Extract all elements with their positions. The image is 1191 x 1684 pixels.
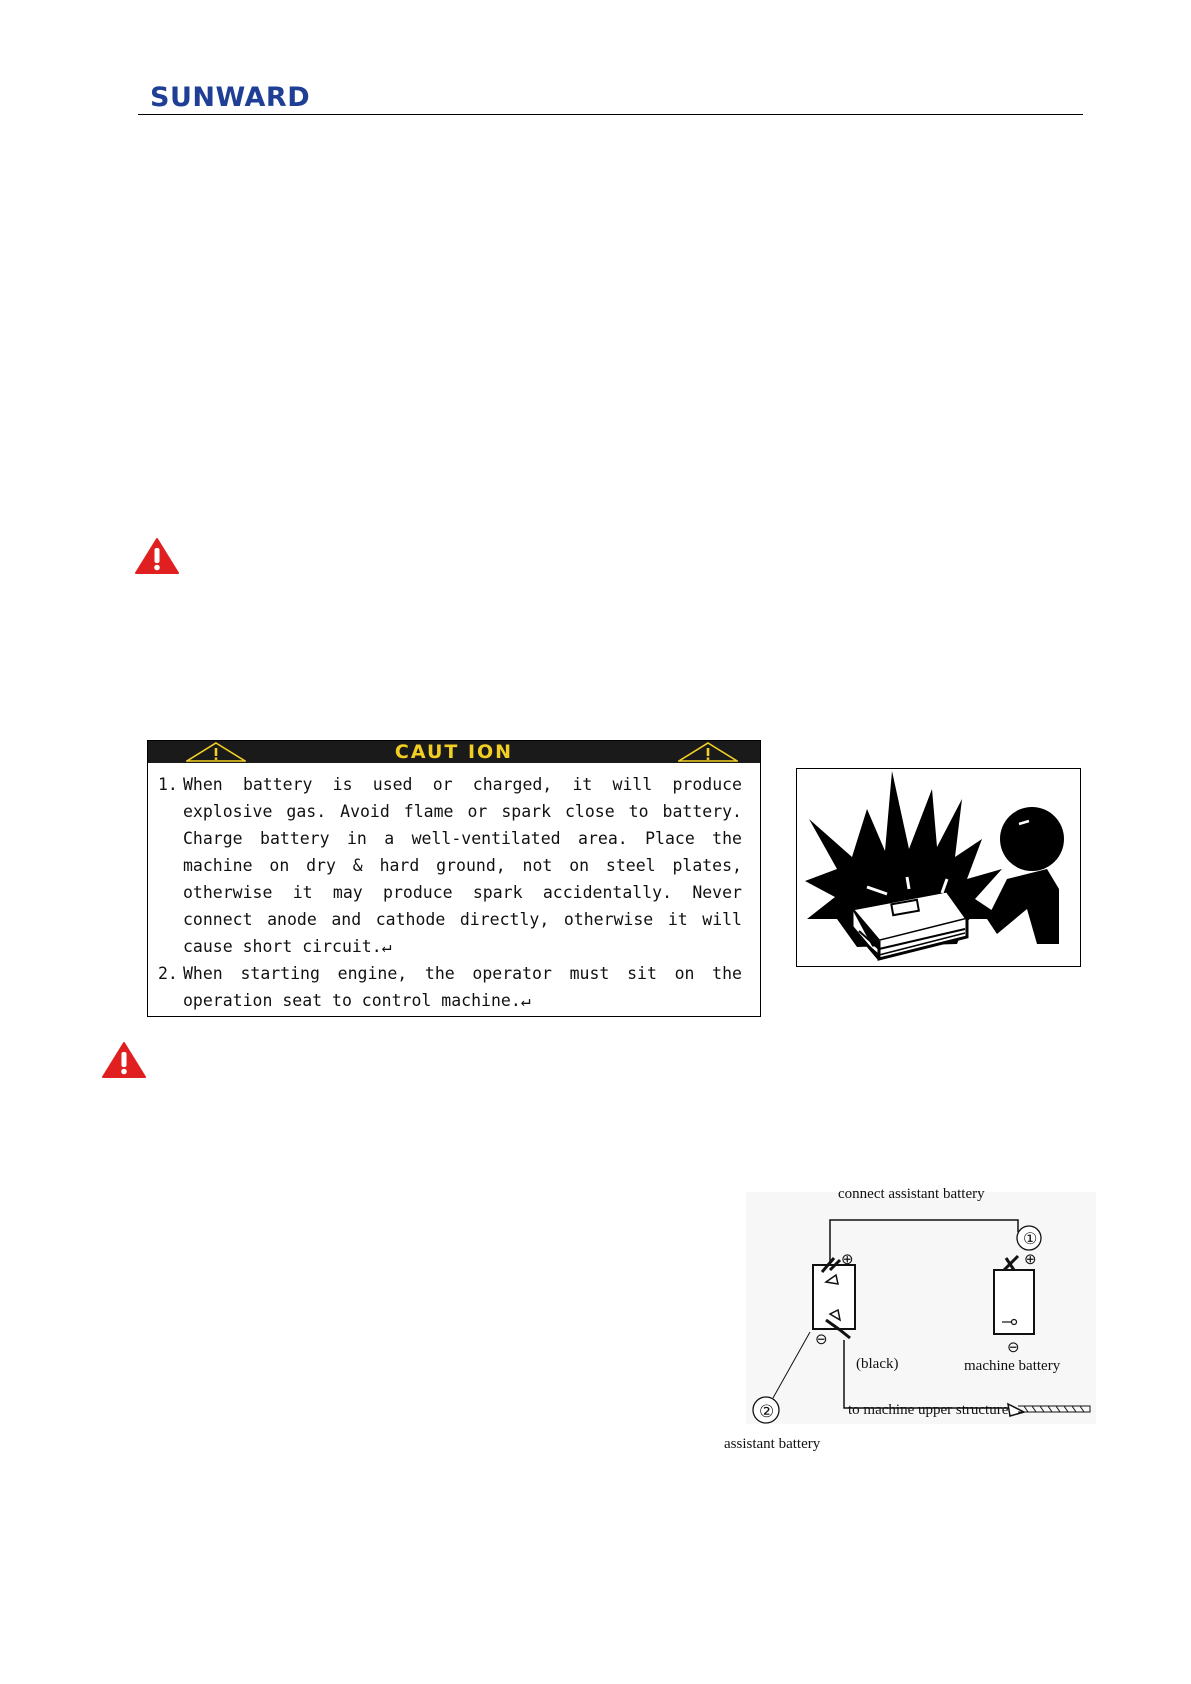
caution-item [158, 960, 742, 1014]
explosion-icon [797, 769, 1080, 966]
marker-1: ① [1023, 1231, 1038, 1248]
caution-triangle-icon [678, 742, 738, 762]
minus-terminal-symbol: ⊖ [1007, 1340, 1020, 1356]
caution-item-text: When starting engine, the operator must sit on the operation seat to control machine.↵ [183, 964, 742, 1010]
caution-panel [147, 740, 761, 1017]
label-machine-battery: machine battery [964, 1358, 1061, 1374]
caution-item [158, 771, 742, 960]
plus-terminal-symbol: ⊕ [841, 1252, 854, 1268]
caution-item-text: When battery is used or charged, it will produce explosive gas. Avoid flame or spark close to battery. Charge battery in a well-ventilated area. Place the machine on dry & hard ground, not on steel plates, otherwise it may produce spark accidentally. Never connect anode and cathode directly, otherwise it will cause short circuit.↵ [183, 775, 742, 956]
marker-2: ② [759, 1402, 775, 1421]
warning-triangle-icon [134, 537, 180, 575]
plus-terminal-symbol: ⊕ [1024, 1252, 1037, 1268]
battery-explosion-illustration [796, 768, 1081, 967]
sunward-logo: SUNWARD [150, 82, 311, 113]
label-upper-structure: to machine upper structure [848, 1402, 1009, 1418]
minus-terminal-symbol: ⊖ [815, 1332, 828, 1348]
caution-title: CAUT ION [394, 741, 514, 763]
assistant-battery-shape [813, 1265, 855, 1329]
label-connect-assistant-battery: connect assistant battery [838, 1186, 985, 1202]
caution-item-number: 2. [158, 964, 178, 983]
header-rule [138, 114, 1083, 115]
label-assistant-battery: assistant battery [724, 1436, 821, 1452]
caution-list [158, 771, 742, 1014]
label-black: (black) [856, 1356, 899, 1372]
caution-item-number: 1. [158, 775, 178, 794]
battery-wiring-diagram [718, 1180, 1098, 1460]
warning-triangle-icon [101, 1041, 147, 1079]
